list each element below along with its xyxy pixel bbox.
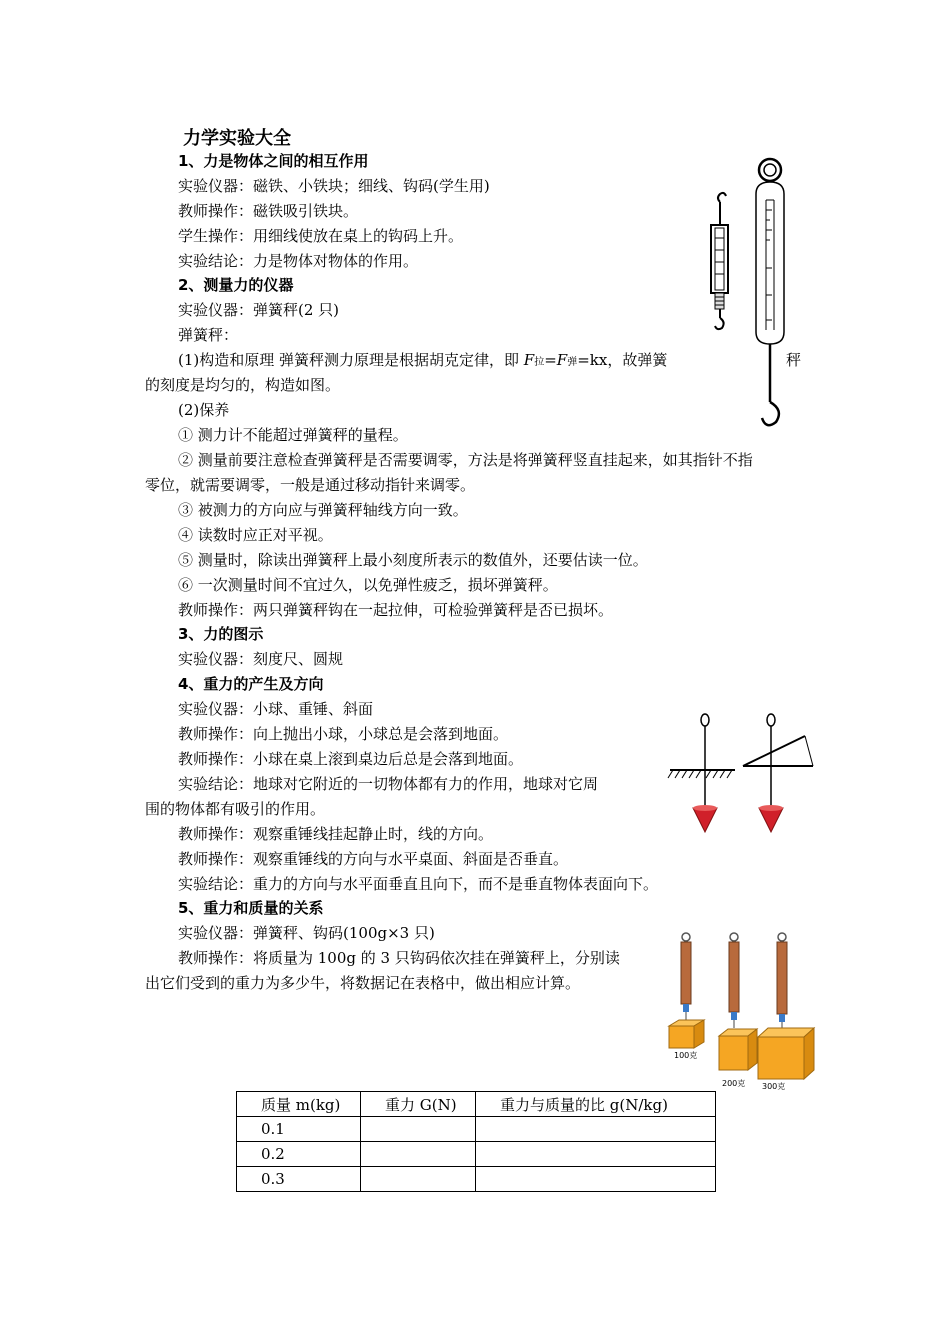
formula-f1: F: [523, 351, 535, 369]
formula-f1-sub: 拉: [534, 357, 545, 368]
table-cell: [476, 1167, 716, 1192]
s2-line-8: ③ 被测力的方向应与弹簧秤轴线方向一致。: [178, 501, 468, 519]
s4-line-1: 实验仪器：小球、重锤、斜面: [178, 700, 374, 718]
mass-gravity-table: [236, 1091, 716, 1192]
s4-line-6: 教师操作：观察重锤线的方向与水平桌面、斜面是否垂直。: [178, 850, 569, 868]
table-header-row: [237, 1092, 716, 1117]
s2-line-5: (2)保养: [178, 401, 230, 419]
s1-line-3: 学生操作：用细线使放在桌上的钩码上升。: [178, 227, 464, 245]
table-cell: 0.1: [237, 1117, 361, 1142]
s2-line-6: ① 测力计不能超过弹簧秤的量程。: [178, 426, 408, 444]
table-cell: [476, 1142, 716, 1167]
s1-line-2: 教师操作：磁铁吸引铁块。: [178, 202, 359, 220]
page-title: 力学实验大全: [183, 128, 291, 149]
s4-line-4b: 围的物体都有吸引的作用。: [145, 800, 326, 818]
weight-label-300: 300克: [762, 1082, 786, 1091]
large-spring-scale: [756, 159, 784, 425]
s2-line-12: 教师操作：两只弹簧秤钩在一起拉伸，可检验弹簧秤是否已损坏。: [178, 601, 614, 619]
table-row: [237, 1117, 716, 1142]
plumb-line-horizontal: [668, 714, 735, 832]
formula-f2: F: [556, 351, 568, 369]
table-cell: 0.2: [237, 1142, 361, 1167]
scale-with-100g: [669, 933, 704, 1060]
table-cell: [361, 1142, 476, 1167]
scale-with-300g: [758, 933, 814, 1091]
s1-line-4: 实验结论：力是物体对物体的作用。: [178, 252, 419, 270]
s2-line-4: 的刻度是均匀的，构造如图。: [145, 376, 341, 394]
section-5-heading: 5、重力和质量的关系: [178, 899, 324, 917]
s2-line-3a: (1)构造和原理 弹簧秤测力原理是根据胡克定律，即: [178, 351, 524, 369]
section-2-heading: 2、测量力的仪器: [178, 276, 294, 294]
table-cell: [476, 1117, 716, 1142]
weight-label-200: 200克: [722, 1079, 746, 1088]
s4-line-3: 教师操作：小球在桌上滚到桌边后总是会落到地面。: [178, 750, 524, 768]
s3-line-1: 实验仪器：刻度尺、圆规: [178, 650, 344, 668]
formula-eq: =: [544, 351, 557, 369]
plumb-line-figure: [665, 708, 820, 838]
weight-label-100: 100克: [674, 1051, 698, 1060]
s2-line-1: 实验仪器：弹簧秤(2 只): [178, 301, 340, 319]
scale-with-200g: [719, 933, 757, 1088]
table-header-mass: 质量 m(kg): [237, 1092, 361, 1117]
s5-line-1: 实验仪器：弹簧秤、钩码(100g×3 只): [178, 924, 435, 942]
section-1-heading: 1、力是物体之间的相互作用: [178, 152, 369, 170]
s5-line-2b: 出它们受到的重力为多少牛，将数据记在表格中，做出相应计算。: [145, 974, 581, 992]
table-header-ratio: 重力与质量的比 g(N/kg): [476, 1092, 716, 1117]
section-3-heading: 3、力的图示: [178, 625, 264, 643]
s2-line-11: ⑥ 一次测量时间不宜过久，以免弹性疲乏，损坏弹簧秤。: [178, 576, 558, 594]
plumb-line-incline: [743, 714, 813, 832]
table-row: [237, 1167, 716, 1192]
s2-line-3b: =kx，故弹簧: [577, 351, 668, 369]
table-row: [237, 1142, 716, 1167]
s2-line-9: ④ 读数时应正对平视。: [178, 526, 333, 544]
section-4-heading: 4、重力的产生及方向: [178, 675, 324, 693]
s2-line-3c: 秤: [786, 351, 802, 369]
s2-line-7a: ② 测量前要注意检查弹簧秤是否需要调零，方法是将弹簧秤竖直挂起来，如其指针不指: [178, 451, 753, 469]
table-header-gravity: 重力 G(N): [361, 1092, 476, 1117]
s4-line-2: 教师操作：向上抛出小球，小球总是会落到地面。: [178, 725, 509, 743]
weights-figure: [664, 928, 824, 1093]
s1-line-1: 实验仪器：磁铁、小铁块；细线、钩码(学生用): [178, 177, 490, 195]
s4-line-7: 实验结论：重力的方向与水平面垂直且向下，而不是垂直物体表面向下。: [178, 875, 659, 893]
s4-line-4a: 实验结论：地球对它附近的一切物体都有力的作用，地球对它周: [178, 775, 599, 793]
s5-line-2a: 教师操作：将质量为 100g 的 3 只钩码依次挂在弹簧秤上，分别读: [178, 949, 620, 967]
small-spring-scale: [711, 193, 728, 329]
s2-line-2: 弹簧秤：: [178, 326, 239, 344]
formula-f2-sub: 弹: [567, 357, 578, 368]
table-cell: 0.3: [237, 1167, 361, 1192]
spring-scale-figure: [700, 150, 820, 435]
s2-line-7b: 零位，就需要调零，一般是通过移动指针来调零。: [145, 476, 476, 494]
s4-line-5: 教师操作：观察重锤线挂起静止时，线的方向。: [178, 825, 494, 843]
table-cell: [361, 1117, 476, 1142]
s2-line-3: [178, 349, 667, 374]
s2-line-10: ⑤ 测量时，除读出弹簧秤上最小刻度所表示的数值外，还要估读一位。: [178, 551, 648, 569]
table-cell: [361, 1167, 476, 1192]
